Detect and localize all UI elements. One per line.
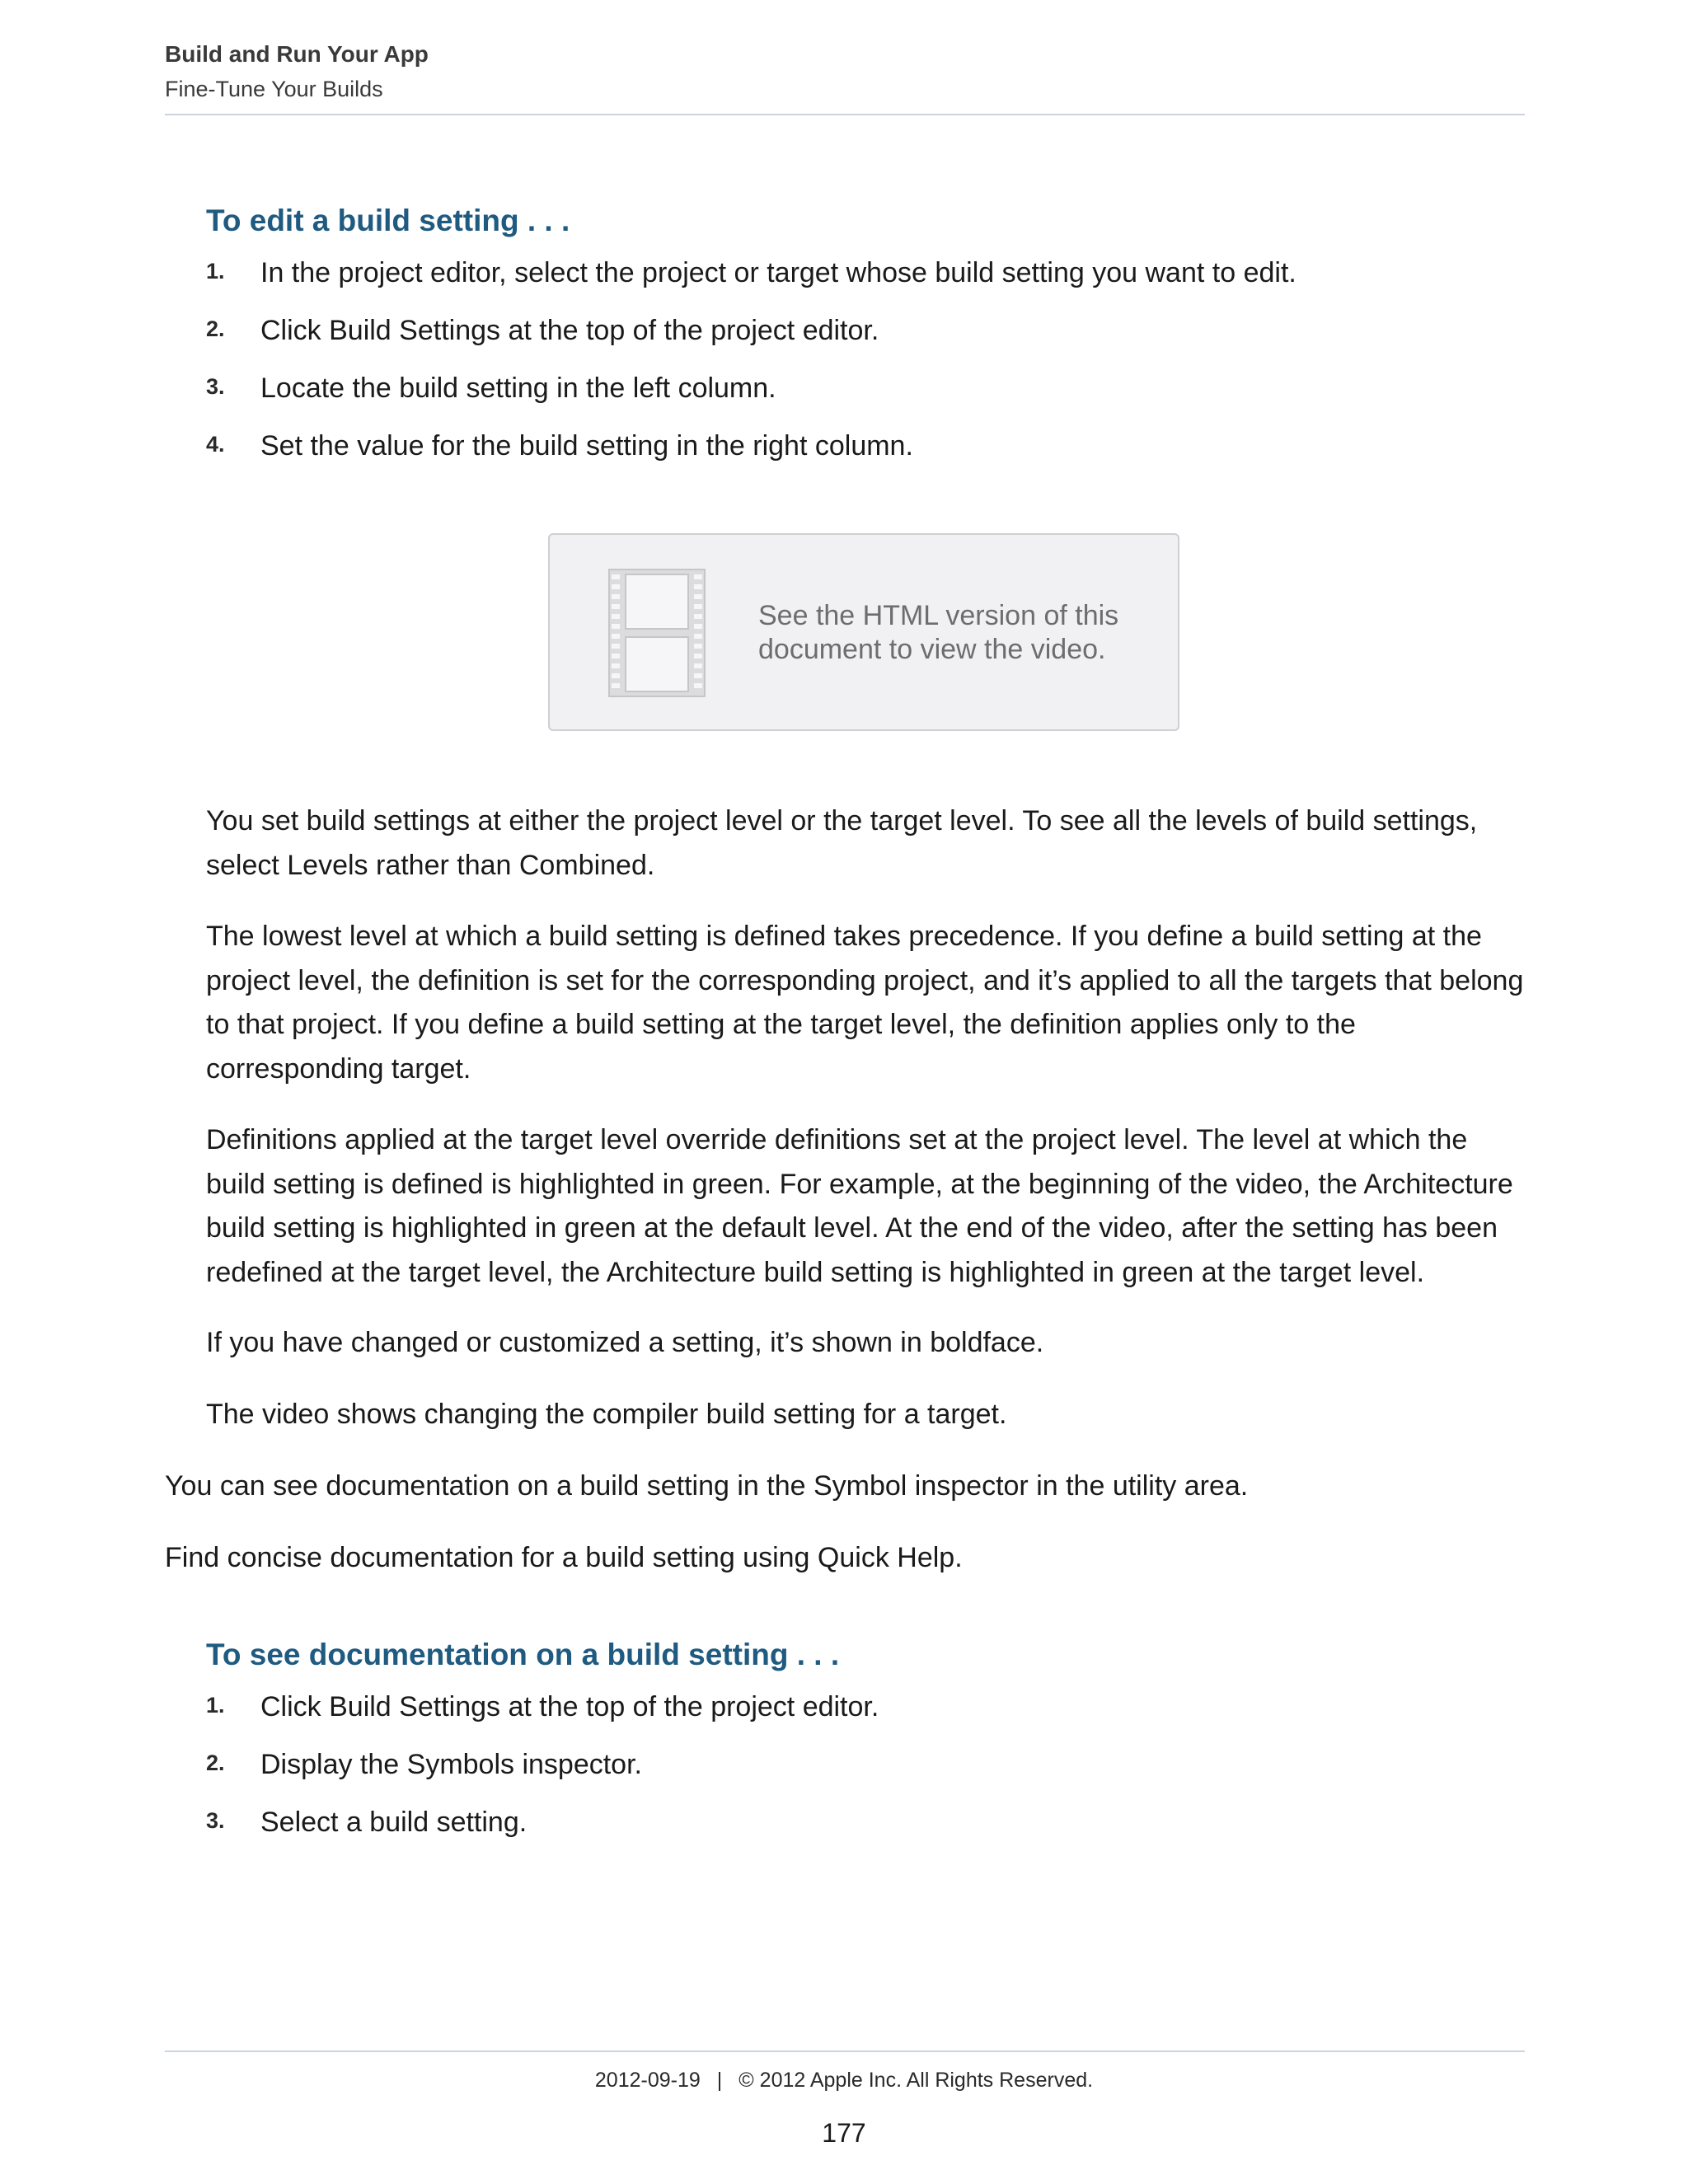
page-footer — [0, 2065, 1688, 2095]
body-paragraph: The lowest level at which a build setting is defined takes precedence. If you define a build setting at the project level, the definition is set for the corresponding project, and it’s applied to all the targets that belong to that project. If you define a build setting at the target level, the definition applies only to the corresponding target. — [206, 921, 1524, 1085]
footer-separator: | — [716, 2069, 723, 2092]
edit-task-heading: To edit a build setting . . . — [206, 204, 570, 237]
body-paragraph: You set build settings at either the project level or the target level. To see all the levels of build settings, select Levels rather than Combined. — [206, 805, 1478, 881]
body-paragraph: Definitions applied at the target level override definitions set at the project level. The level at which the build setting is defined is highlighted in green. For example, at the beginning of the video, the Architecture build setting is highlighted in green at the default level. At the end of the video, after the setting has been redefined at the target level, the Architecture build setting is highlighted in green at the target level. — [206, 1124, 1513, 1288]
video-placeholder-text — [758, 599, 1154, 667]
step-number: 1. — [206, 1693, 225, 1718]
step-number: 4. — [206, 432, 225, 457]
step-text: Set the value for the build setting in the right column. — [260, 430, 913, 462]
running-header — [165, 36, 1525, 105]
step-text: Select a build setting. — [260, 1807, 528, 1838]
step-number: 1. — [206, 259, 225, 284]
footer-copyright: © 2012 Apple Inc. All Rights Reserved. — [738, 2069, 1094, 2092]
doc-task-heading: To see documentation on a build setting . . . — [206, 1638, 840, 1671]
step-number: 2. — [206, 1750, 225, 1775]
list-item — [206, 1746, 1525, 1803]
list-item — [206, 1803, 1525, 1861]
list-item — [206, 427, 1525, 485]
body-paragraph: The video shows changing the compiler build setting for a target. — [206, 1399, 1007, 1430]
doc-task-steps — [206, 1688, 1525, 1861]
film-strip-icon — [607, 568, 706, 698]
step-text: Click Build Settings at the top of the project editor. — [260, 1691, 879, 1722]
step-text: Locate the build setting in the left column. — [260, 373, 776, 404]
step-number: 3. — [206, 374, 225, 399]
footer-date: 2012-09-19 — [594, 2069, 701, 2092]
body-paragraph: If you have changed or customized a setting, it’s shown in boldface. — [206, 1327, 1044, 1358]
video-text-line: document to view the video. — [758, 634, 1106, 665]
step-text: In the project editor, select the project or target whose build setting you want to edit. — [260, 257, 1296, 288]
section-title: Fine-Tune Your Builds — [165, 77, 383, 101]
footer-divider — [165, 2050, 1525, 2052]
step-text: Click Build Settings at the top of the project editor. — [260, 315, 879, 346]
list-item — [206, 1688, 1525, 1746]
step-number: 2. — [206, 316, 225, 341]
list-item — [206, 312, 1525, 369]
header-divider — [165, 114, 1525, 115]
edit-task-steps — [206, 254, 1525, 485]
chapter-title: Build and Run Your App — [165, 41, 429, 67]
list-item — [206, 369, 1525, 427]
body-paragraph: Find concise documentation for a build setting using Quick Help. — [165, 1542, 963, 1573]
step-number: 3. — [206, 1808, 225, 1833]
body-paragraph: You can see documentation on a build setting in the Symbol inspector in the utility area. — [165, 1470, 1249, 1502]
step-text: Display the Symbols inspector. — [260, 1749, 642, 1780]
list-item — [206, 254, 1525, 312]
video-placeholder[interactable] — [548, 533, 1179, 731]
video-text-line: See the HTML version of this — [758, 600, 1119, 631]
page-number: 177 — [822, 2118, 866, 2148]
